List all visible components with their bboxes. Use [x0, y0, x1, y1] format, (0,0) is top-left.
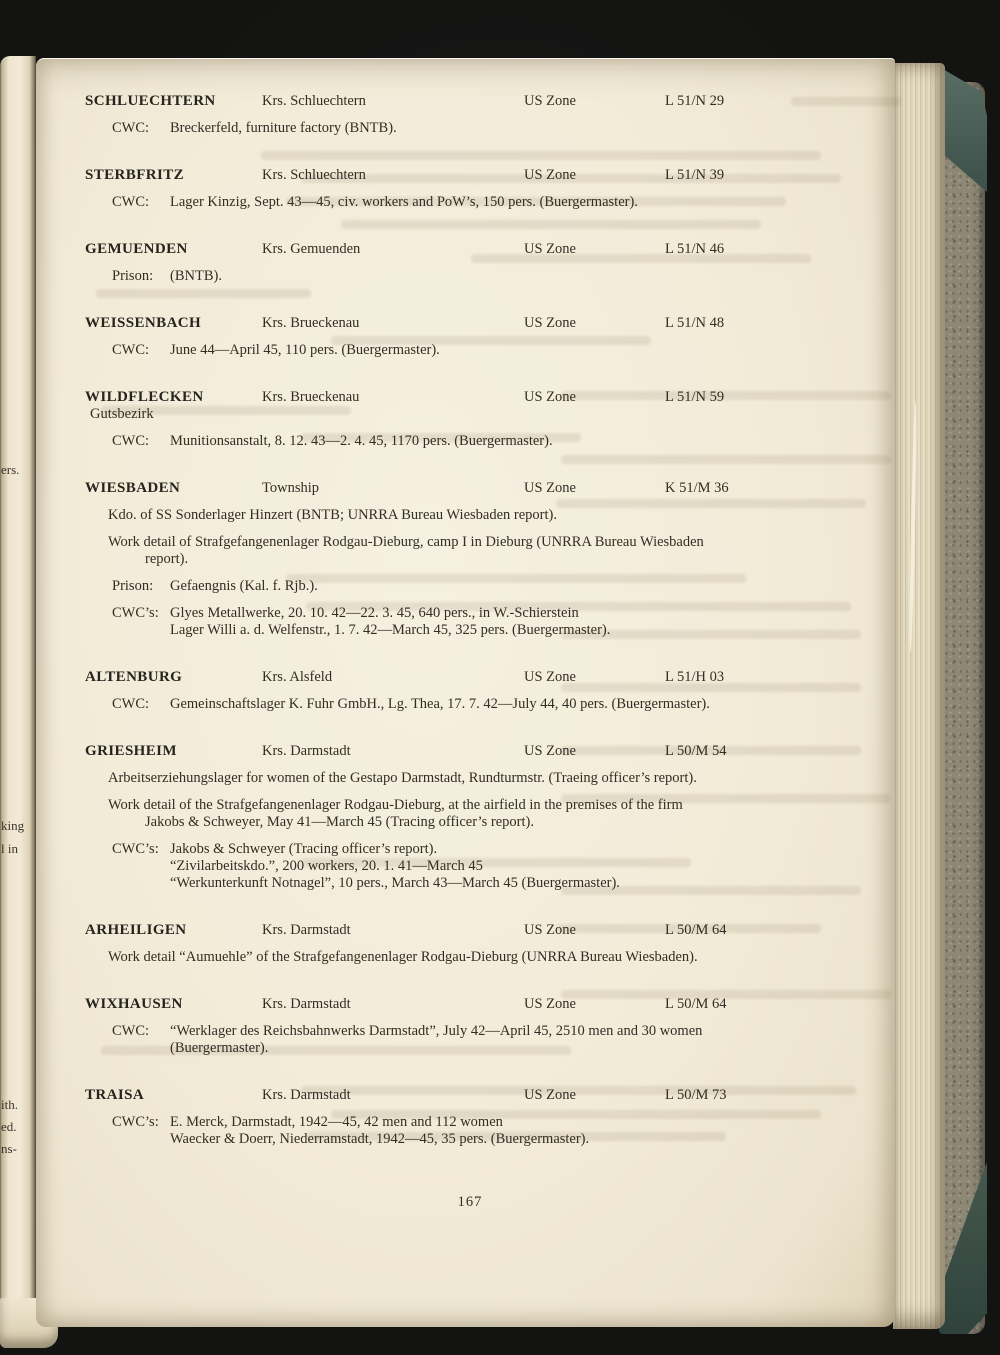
entry-header	[85, 315, 855, 332]
entry-district: Krs. Darmstadt	[262, 1087, 351, 1103]
entry-name: GEMUENDEN	[85, 241, 188, 257]
detail-row	[85, 696, 855, 713]
detail-continuation: Lager Willi a. d. Welfenstr., 1. 7. 42—March 45, 325 pers. (Buergermaster).	[170, 622, 611, 638]
detail-text: Jakobs & Schweyer (Tracing officer’s report).	[170, 841, 438, 857]
entry-name: WIESBADEN	[85, 480, 181, 496]
detail-text: Lager Kinzig, Sept. 43—45, civ. workers and PoW’s, 150 pers. (Buergermaster).	[170, 194, 638, 210]
entry-zone: US Zone	[524, 167, 576, 183]
edge-fragment: ith.	[1, 1097, 18, 1112]
detail-row	[85, 120, 855, 137]
entry-code: L 50/M 64	[665, 922, 727, 938]
detail-label: CWC:	[112, 1023, 150, 1039]
entry-district: Krs. Brueckenau	[262, 315, 360, 331]
detail-row	[85, 578, 855, 595]
detail-continuation: report).	[145, 551, 189, 567]
detail-text: (BNTB).	[170, 268, 222, 284]
detail-continuation: Waecker & Doerr, Niederramstadt, 1942—45, 35 pers. (Buergermaster).	[170, 1131, 590, 1147]
detail-row	[85, 1023, 855, 1040]
detail-paragraph	[85, 770, 855, 787]
entry-district: Krs. Alsfeld	[262, 669, 333, 685]
detail-row	[85, 1114, 855, 1131]
detail-row	[85, 841, 855, 858]
detail-label: CWC:	[112, 120, 150, 136]
detail-label: CWC’s:	[112, 605, 159, 621]
entry-district: Krs. Schluechtern	[262, 93, 366, 109]
detail-text: Work detail of the Strafgefangenenlager Rodgau-Dieburg, at the airfield in the premises of the firm	[108, 797, 683, 813]
book-cover-cloth	[943, 82, 985, 1334]
entry-zone: US Zone	[524, 1087, 576, 1103]
entry-code: L 51/H 03	[665, 669, 725, 685]
entry-zone: US Zone	[524, 480, 576, 496]
detail-text: June 44—April 45, 110 pers. (Buergermaster).	[170, 342, 440, 358]
entry-header	[85, 389, 855, 406]
detail-text: Gemeinschaftslager K. Fuhr GmbH., Lg. Thea, 17. 7. 42—July 44, 40 pers. (Buergermaster).	[170, 696, 710, 712]
entry-district: Krs. Darmstadt	[262, 922, 351, 938]
detail-continuation: (Buergermaster).	[170, 1040, 269, 1056]
entry-name: ALTENBURG	[85, 669, 183, 685]
entry-name: TRAISA	[85, 1087, 145, 1103]
detail-row	[85, 605, 855, 622]
detail-paragraph	[85, 949, 855, 966]
entry-zone: US Zone	[524, 315, 576, 331]
entry-zone: US Zone	[524, 922, 576, 938]
entry-code: L 51/N 39	[665, 167, 725, 183]
detail-continuation: “Werkunterkunft Notnagel”, 10 pers., March 43—March 45 (Buergermaster).	[170, 875, 620, 891]
entry-zone: US Zone	[524, 241, 576, 257]
detail-text: E. Merck, Darmstadt, 1942—45, 42 men and 112 women	[170, 1114, 503, 1130]
entry-name: ARHEILIGEN	[85, 922, 187, 938]
entry-header	[85, 669, 855, 686]
entry-district: Krs. Gemuenden	[262, 241, 361, 257]
entry-district: Krs. Darmstadt	[262, 743, 351, 759]
detail-label: CWC’s:	[112, 841, 159, 857]
book-fore-edge	[893, 63, 945, 1329]
entry-wildflecken	[85, 389, 855, 450]
detail-row	[85, 194, 855, 211]
detail-text: Work detail of Strafgefangenenlager Rodgau-Dieburg, camp I in Dieburg (UNRRA Bureau Wiesbaden	[108, 534, 704, 550]
detail-label: CWC:	[112, 194, 150, 210]
entry-district: Krs. Darmstadt	[262, 996, 351, 1012]
detail-label: Prison:	[112, 268, 154, 284]
detail-label: CWC:	[112, 433, 150, 449]
entry-zone: US Zone	[524, 669, 576, 685]
entry-header	[85, 480, 855, 497]
entry-header	[85, 93, 855, 110]
detail-text: Breckerfeld, furniture factory (BNTB).	[170, 120, 397, 136]
entry-weissenbach	[85, 315, 855, 359]
page-content	[85, 93, 855, 1211]
edge-fragment: l in	[1, 841, 18, 856]
page	[36, 58, 895, 1327]
edge-fragment: ns-	[1, 1141, 17, 1156]
entry-header	[85, 996, 855, 1013]
entry-subname: Gutsbezirk	[90, 406, 154, 422]
entry-code: L 51/N 59	[665, 389, 725, 405]
detail-text: Kdo. of SS Sonderlager Hinzert (BNTB; UNRRA Bureau Wiesbaden report).	[108, 507, 557, 523]
entry-code: L 50/M 64	[665, 996, 727, 1012]
entry-wixhausen	[85, 996, 855, 1057]
detail-label: CWC’s:	[112, 1114, 159, 1130]
entry-code: K 51/M 36	[665, 480, 729, 496]
page-number: 167	[457, 1194, 483, 1210]
detail-label: CWC:	[112, 696, 150, 712]
detail-text: Munitionsanstalt, 8. 12. 43—2. 4. 45, 1170 pers. (Buergermaster).	[170, 433, 553, 449]
entry-name: GRIESHEIM	[85, 743, 177, 759]
entry-header	[85, 743, 855, 760]
entry-altenburg	[85, 669, 855, 713]
entry-district: Krs. Schluechtern	[262, 167, 366, 183]
entry-code: L 50/M 73	[665, 1087, 727, 1103]
detail-continuation: Jakobs & Schweyer, May 41—March 45 (Tracing officer’s report).	[145, 814, 534, 830]
detail-row	[85, 433, 855, 450]
entry-header	[85, 1087, 855, 1104]
entry-name: STERBFRITZ	[85, 167, 185, 183]
entry-traisa	[85, 1087, 855, 1148]
entry-name: WILDFLECKEN	[85, 389, 204, 405]
edge-fragment: ed.	[1, 1119, 17, 1134]
entry-code: L 51/N 29	[665, 93, 725, 109]
entry-code: L 51/N 46	[665, 241, 725, 257]
entry-wiesbaden	[85, 480, 855, 639]
entry-griesheim	[85, 743, 855, 892]
detail-label: Prison:	[112, 578, 154, 594]
entry-zone: US Zone	[524, 996, 576, 1012]
entry-name: WIXHAUSEN	[85, 996, 183, 1012]
detail-row	[85, 342, 855, 359]
detail-text: Gefaengnis (Kal. f. Rjb.).	[170, 578, 318, 594]
entry-name: WEISSENBACH	[85, 315, 202, 331]
entry-district: Krs. Brueckenau	[262, 389, 360, 405]
entry-name: SCHLUECHTERN	[85, 93, 216, 109]
entry-code: L 50/M 54	[665, 743, 727, 759]
entry-zone: US Zone	[524, 93, 576, 109]
detail-paragraph	[85, 507, 855, 524]
entry-zone: US Zone	[524, 743, 576, 759]
detail-label: CWC:	[112, 342, 150, 358]
entries	[85, 93, 855, 1148]
entry-schluechtern	[85, 93, 855, 137]
detail-row	[85, 268, 855, 285]
detail-paragraph	[85, 797, 855, 814]
edge-fragment: king	[1, 818, 25, 833]
edge-fragment: ers.	[1, 462, 20, 477]
detail-continuation: “Zivilarbeitskdo.”, 200 workers, 20. 1. 41—March 45	[170, 858, 483, 874]
entry-zone: US Zone	[524, 389, 576, 405]
detail-text: Arbeitserziehungslager for women of the Gestapo Darmstadt, Rundturmstr. (Traeing officer’s report).	[108, 770, 697, 786]
detail-text: Glyes Metallwerke, 20. 10. 42—22. 3. 45, 640 pers., in W.-Schierstein	[170, 605, 579, 621]
entry-header	[85, 241, 855, 258]
entry-code: L 51/N 48	[665, 315, 725, 331]
detail-paragraph	[85, 534, 855, 551]
entry-header	[85, 922, 855, 939]
left-page-edge	[0, 56, 36, 1318]
entry-gemuenden	[85, 241, 855, 285]
entry-header	[85, 167, 855, 184]
entry-sterbfritz	[85, 167, 855, 211]
entry-district: Township	[262, 480, 319, 496]
detail-text: Work detail “Aumuehle” of the Strafgefangenenlager Rodgau-Dieburg (UNRRA Bureau Wiesbaden).	[108, 949, 698, 965]
entry-arheiligen	[85, 922, 855, 966]
detail-text: “Werklager des Reichsbahnwerks Darmstadt”, July 42—April 45, 2510 men and 30 women	[170, 1023, 703, 1039]
fore-edge-crease	[908, 401, 917, 653]
